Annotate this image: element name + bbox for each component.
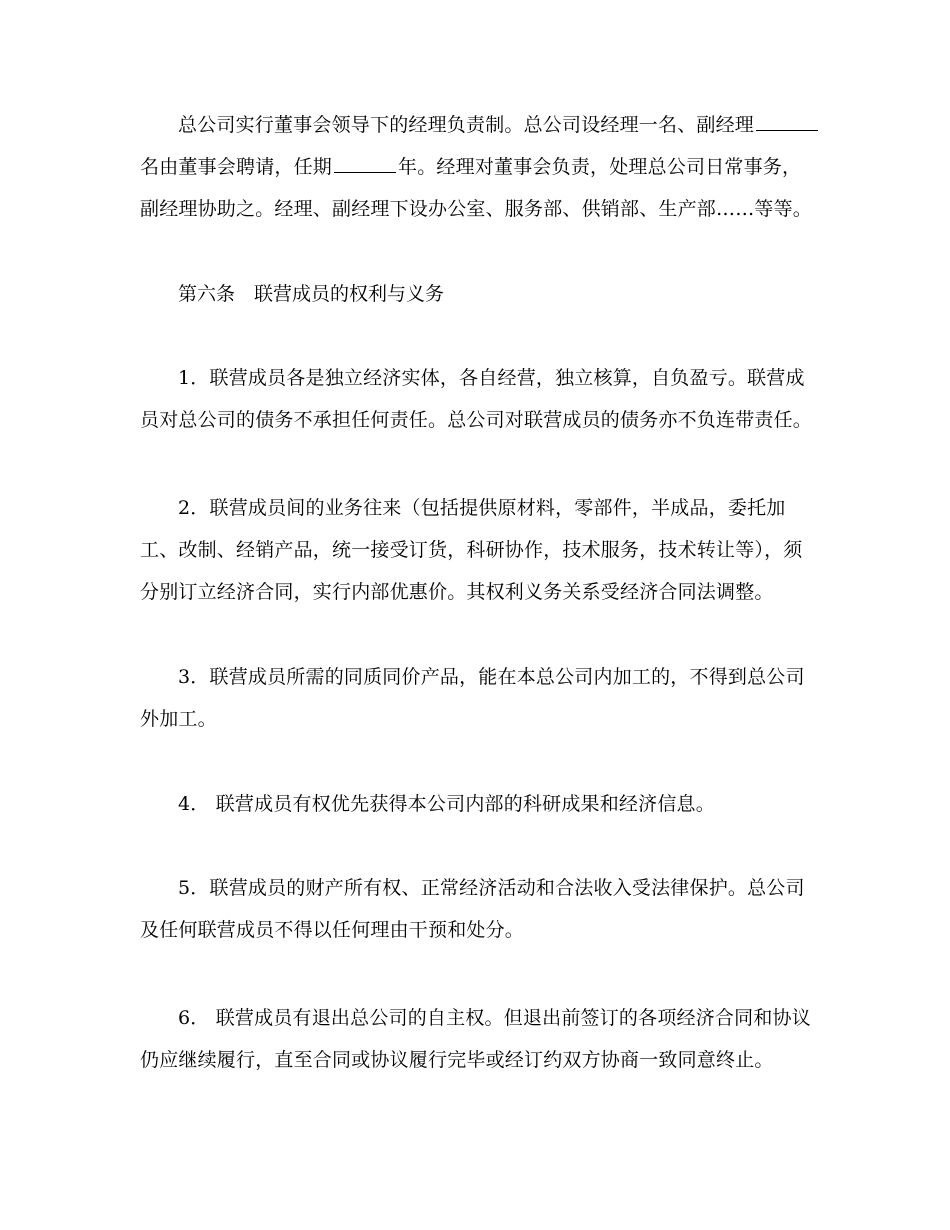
document-page — [140, 0, 820, 1230]
article-6-item-2: 2．联营成员间的业务往来（包括提供原材料，零部件，半成品，委托加工、改制、经销产品，统一接受订货，科研协作，技术服务，技术转让等），须分别订立经济合同，实行内部优惠价。其权利义务关系受经济合同法调整。 — [140, 497, 803, 603]
article-6-item-3: 3．联营成员所需的同质同价产品，能在本总公司内加工的，不得到总公司外加工。 — [140, 666, 805, 730]
article-6-item-4: 4． 联营成员有权优先获得本公司内部的科研成果和经济信息。 — [178, 793, 715, 815]
intro-paragraph — [140, 104, 820, 230]
intro-text-part-1: 总公司实行董事会领导下的经理负责制。总公司设经理一名、副经理 — [178, 114, 755, 136]
intro-text-part-2: 名由董事会聘请，任期 — [140, 156, 333, 178]
vice-manager-count-blank[interactable] — [756, 129, 818, 131]
article-6-item-6: 6． 联营成员有退出总公司的自主权。但退出前签订的各项经济合同和协议仍应继续履行，直至合同或协议履行完毕或经订约双方协商一致同意终止。 — [140, 1007, 811, 1071]
term-years-blank[interactable] — [334, 171, 396, 173]
intro-text-part-3: 年。经理对董事会负责，处理总公司日常事务，副经理协助之。经理、副经理下设办公室、服务部、供销部、生产部……等等。 — [140, 156, 813, 220]
article-6-item-1: 1．联营成员各是独立经济实体，各自经营，独立核算，自负盈亏。联营成员对总公司的债务不承担任何责任。总公司对联营成员的债务亦不负连带责任。 — [140, 367, 813, 431]
article-6-item-5: 5．联营成员的财产所有权、正常经济活动和合法收入受法律保护。总公司及任何联营成员不得以任何理由干预和处分。 — [140, 877, 805, 941]
article-6-heading: 第六条 联营成员的权利与义务 — [178, 283, 445, 305]
